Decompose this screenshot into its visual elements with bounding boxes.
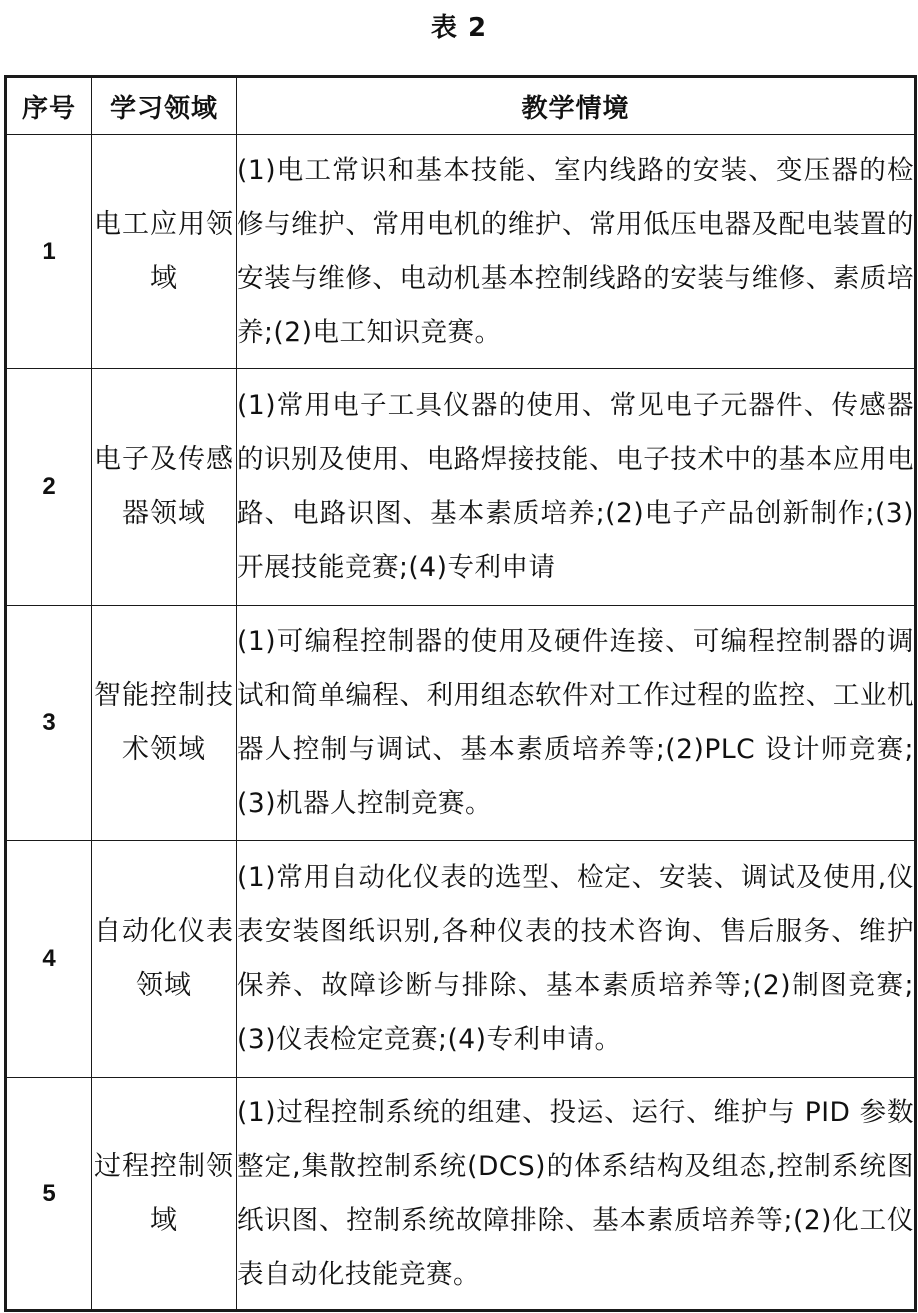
row-context: (1)电工常识和基本技能、室内线路的安装、变压器的检修与维护、常用电机的维护、常用低压电器及配电装置的安装与维修、电动机基本控制线路的安装与维修、素质培养;(2)电工知识竞赛。	[237, 135, 916, 369]
teaching-context-table	[4, 75, 917, 1312]
row-domain: 电工应用领域	[92, 135, 237, 369]
table-row	[6, 135, 916, 369]
table-caption: 表 2	[430, 13, 488, 43]
row-context: (1)常用电子工具仪器的使用、常见电子元器件、传感器的识别及使用、电路焊接技能、电子技术中的基本应用电路、电路识图、基本素质培养;(2)电子产品创新制作;(3)开展技能竞赛;(4)专利申请	[237, 369, 916, 606]
row-number: 2	[6, 369, 92, 606]
row-domain: 自动化仪表领域	[92, 841, 237, 1078]
table-row	[6, 1078, 916, 1311]
row-context: (1)过程控制系统的组建、投运、运行、维护与 PID 参数整定,集散控制系统(DCS)的体系结构及组态,控制系统图纸识图、控制系统故障排除、基本素质培养等;(2)化工仪表自动化技能竞赛。	[237, 1078, 916, 1311]
header-number: 序号	[6, 77, 92, 135]
table-row	[6, 841, 916, 1078]
row-number: 5	[6, 1078, 92, 1311]
row-domain: 电子及传感器领域	[92, 369, 237, 606]
row-context: (1)可编程控制器的使用及硬件连接、可编程控制器的调试和简单编程、利用组态软件对工作过程的监控、工业机器人控制与调试、基本素质培养等;(2)PLC 设计师竞赛;(3)机器人控制竞赛。	[237, 606, 916, 841]
row-context: (1)常用自动化仪表的选型、检定、安装、调试及使用,仪表安装图纸识别,各种仪表的技术咨询、售后服务、维护保养、故障诊断与排除、基本素质培养等;(2)制图竞赛;(3)仪表检定竞赛;(4)专利申请。	[237, 841, 916, 1078]
table-header-row	[6, 77, 916, 135]
table-row	[6, 369, 916, 606]
table-row	[6, 606, 916, 841]
row-number: 3	[6, 606, 92, 841]
header-context: 教学情境	[237, 77, 916, 135]
header-domain: 学习领域	[92, 77, 237, 135]
row-number: 1	[6, 135, 92, 369]
row-number: 4	[6, 841, 92, 1078]
row-domain: 智能控制技术领域	[92, 606, 237, 841]
row-domain: 过程控制领域	[92, 1078, 237, 1311]
